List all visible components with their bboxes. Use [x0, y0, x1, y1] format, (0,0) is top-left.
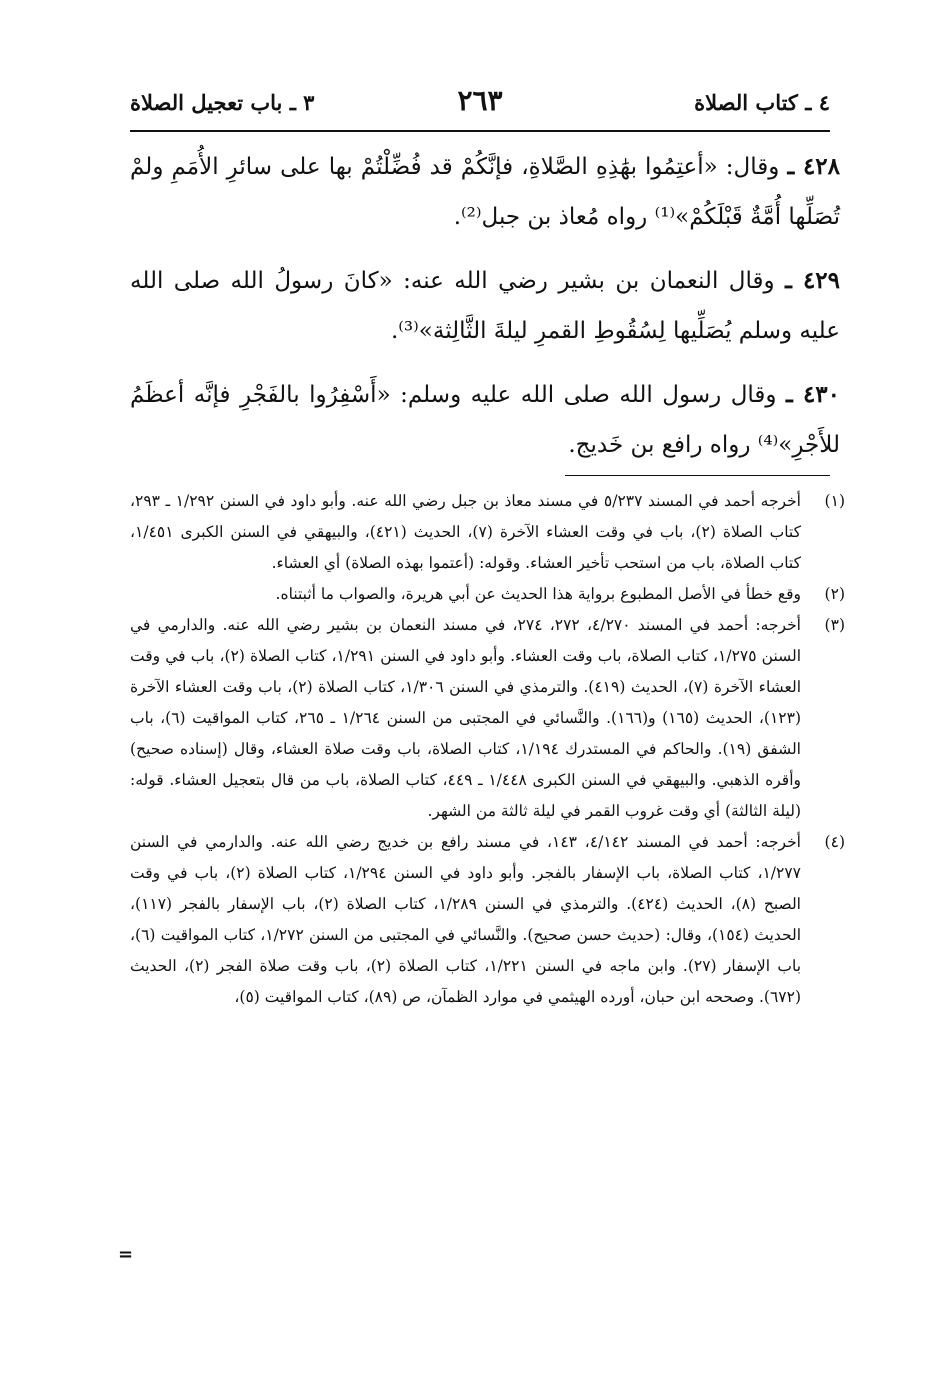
- footnote-4: [130, 827, 845, 1013]
- running-header: [130, 84, 830, 122]
- footnote-text: أخرجه: أحمد في المسند ٤/١٤٢، ١٤٣، في مسند رافع بن خديج رضي الله عنه. والدارمي في السنن ١/٢٧٧، كتاب الصلاة، باب الإسفار بالفجر. وأبو داود في السنن ١/٢٩٤، كتاب الصلاة (٢)، باب في وقت الصبح (٨)، الحديث (٤٢٤). والترمذي في السنن ١/٢٨٩، كتاب الصلاة (٢)، باب الإسفار بالفجر (١١٧)، الحديث (١٥٤)، وقال: (حديث حسن صحيح). والنَّسائي في المجتبى من السنن ١/٢٧٢، كتاب المواقيت (٦)، باب الإسفار (٢٧). وابن ماجه في السنن ١/٢٢١، كتاب الصلاة (٢)، باب وقت صلاة الفجر (٢)، الحديث (٦٧٢). وصححه ابن حبان، أورده الهيثمي في موارد الظمآن، ص (٨٩)، كتاب المواقيت (٥)،: [130, 833, 802, 1006]
- footnote-1: [130, 486, 845, 579]
- footnote-mark: (٢): [824, 585, 845, 603]
- footnote-2: [130, 579, 845, 610]
- hadith-428: [130, 142, 840, 242]
- footnote-rule: [565, 475, 830, 476]
- hadith-text: وقال رسول الله صلى الله عليه وسلم: «أَسْفِرُوا بالفَجْرِ فإنَّه أعظَمُ للأَجْرِ»⁽⁴⁾ رواه رافع بن خَديج.: [130, 382, 840, 458]
- chapter-title: ٤ ـ كتاب الصلاة: [694, 90, 830, 115]
- hadith-430: [130, 370, 840, 470]
- continuation-mark: =: [118, 1244, 134, 1265]
- hadith-number: ٤٢٨ ـ: [787, 153, 840, 180]
- section-title: ٣ ـ باب تعجيل الصلاة: [130, 90, 315, 115]
- hadith-text: وقال النعمان بن بشير رضي الله عنه: «كانَ رسولُ الله صلى الله عليه وسلم يُصَلِّيها لِسُقُوطِ القمرِ ليلةَ الثَّالِثة»⁽³⁾.: [130, 268, 840, 344]
- hadith-text: وقال: «أعتِمُوا بهَٰذِهِ الصَّلاةِ، فإنَّكُمْ قد فُضِّلْتُمْ بها على سائرِ الأُمَمِ ولمْ تُصَلِّها أُمَّةٌ قَبْلَكُمْ»⁽¹⁾ رواه مُعاذ بن جبل⁽²⁾.: [130, 154, 840, 230]
- footnote-mark: (٣): [824, 616, 845, 634]
- footnote-text: وقع خطأ في الأصل المطبوع برواية هذا الحديث عن أبي هريرة، والصواب ما أثبتناه.: [275, 585, 801, 603]
- footnotes: [130, 486, 845, 1013]
- header-rule: [130, 130, 830, 132]
- footnote-text: أخرجه: أحمد في المسند ٤/٢٧٠، ٢٧٢، ٢٧٤، في مسند النعمان بن بشير رضي الله عنه. والدارمي في السنن ١/٢٧٥، كتاب الصلاة، باب وقت العشاء. وأبو داود في السنن ١/٢٩١، كتاب الصلاة (٢)، باب في وقت العشاء الآخرة (٧)، الحديث (٤١٩). والترمذي في السنن ١/٣٠٦، كتاب الصلاة (٢)، باب وقت العشاء الآخرة (١٢٣)، الحديث (١٦٥) و(١٦٦). والنَّسائي في المجتبى من السنن ١/٢٦٤ ـ ٢٦٥، كتاب المواقيت (٦)، باب الشفق (١٩). والحاكم في المستدرك ١/١٩٤، كتاب الصلاة، باب وقت صلاة العشاء، وقال (إسناده صحيح) وأقره الذهبي. والبيهقي في السنن الكبرى ١/٤٤٨ ـ ٤٤٩، كتاب الصلاة، باب من قال بتعجيل العشاء. قوله: (ليلة الثالثة) أي وقت غروب القمر في ليلة ثالثة من الشهر.: [130, 616, 802, 820]
- hadith-429: [130, 256, 840, 356]
- hadith-number: ٤٢٩ ـ: [785, 267, 841, 294]
- footnote-mark: (٤): [824, 833, 845, 851]
- footnote-text: أخرجه أحمد في المسند ٥/٢٣٧ في مسند معاذ بن جبل رضي الله عنه. وأبو داود في السنن ١/٢٩٢ ـ ٢٩٣، كتاب الصلاة (٢)، باب في وقت العشاء الآخرة (٧)، الحديث (٤٢١)، والبيهقي في السنن الكبرى ١/٤٥١، كتاب الصلاة، باب من استحب تأخير العشاء. وقوله: (أعتموا بهذه الصلاة) أي العشاء.: [130, 492, 801, 572]
- footnote-3: [130, 610, 845, 827]
- page-number: ٢٦٣: [457, 84, 503, 117]
- main-text: [130, 142, 840, 484]
- hadith-number: ٤٣٠ ـ: [786, 381, 841, 408]
- footnote-mark: (١): [824, 492, 845, 510]
